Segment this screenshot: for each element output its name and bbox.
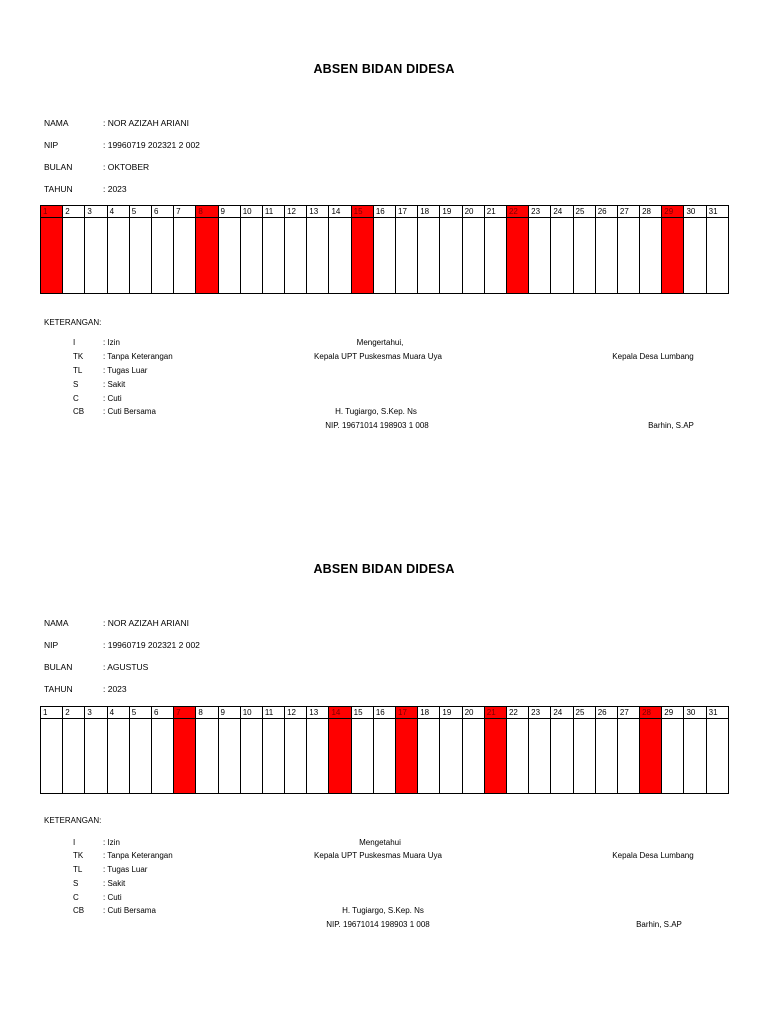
attendance-cell xyxy=(373,218,395,294)
attendance-cell xyxy=(351,218,373,294)
day-number-cell: 31 xyxy=(706,707,728,719)
day-number-cell: 22 xyxy=(506,707,528,719)
info-label-bulan: BULAN xyxy=(44,662,73,672)
day-number-cell: 10 xyxy=(240,206,262,218)
day-number-cell: 7 xyxy=(174,206,196,218)
day-number-cell: 21 xyxy=(484,707,506,719)
attendance-grid xyxy=(40,706,729,794)
attendance-cell xyxy=(329,218,351,294)
day-number-cell: 12 xyxy=(285,707,307,719)
attendance-cell xyxy=(285,218,307,294)
sign-upt-nip: NIP. 19671014 198903 1 008 xyxy=(326,920,430,929)
day-number-cell: 28 xyxy=(640,206,662,218)
attendance-cell xyxy=(440,719,462,794)
legend-desc: : Tanpa Keterangan xyxy=(103,352,173,361)
day-number-cell: 13 xyxy=(307,206,329,218)
day-number-cell: 11 xyxy=(262,206,284,218)
day-number-cell: 7 xyxy=(174,707,196,719)
attendance-cell xyxy=(351,719,373,794)
attendance-cell xyxy=(107,218,129,294)
attendance-cell xyxy=(640,218,662,294)
day-number-cell: 10 xyxy=(240,707,262,719)
sign-kepala-desa: Kepala Desa Lumbang xyxy=(612,352,694,361)
attendance-cell xyxy=(329,719,351,794)
legend-code: TL xyxy=(73,865,83,874)
day-number-cell: 28 xyxy=(640,707,662,719)
day-number-cell: 12 xyxy=(285,206,307,218)
legend-code: C xyxy=(73,394,79,403)
legend-desc: : Tugas Luar xyxy=(103,366,148,375)
day-number-cell: 9 xyxy=(218,707,240,719)
attendance-cell xyxy=(706,719,728,794)
day-number-cell: 17 xyxy=(396,206,418,218)
attendance-cell xyxy=(307,719,329,794)
sign-mengetahui: Mengetahui xyxy=(359,838,401,847)
sign-kepala-upt: Kepala UPT Puskesmas Muara Uya xyxy=(314,352,442,361)
sign-upt-nip: NIP. 19671014 198903 1 008 xyxy=(325,421,429,430)
keterangan-heading: KETERANGAN: xyxy=(44,816,102,825)
sign-kepala-upt: Kepala UPT Puskesmas Muara Uya xyxy=(314,851,442,860)
attendance-cell xyxy=(418,218,440,294)
info-value-tahun: : 2023 xyxy=(103,184,127,194)
info-label-tahun: TAHUN xyxy=(44,184,73,194)
attendance-grid xyxy=(40,205,729,294)
sign-upt-name: H. Tugiargo, S.Kep. Ns xyxy=(335,407,417,416)
attendance-cell xyxy=(462,218,484,294)
day-number-cell: 23 xyxy=(529,206,551,218)
sign-desa-name: Barhin, S.AP xyxy=(636,920,682,929)
legend-desc: : Izin xyxy=(103,338,120,347)
info-label-bulan: BULAN xyxy=(44,162,73,172)
attendance-cell xyxy=(174,719,196,794)
day-number-cell: 30 xyxy=(684,206,706,218)
day-number-cell: 8 xyxy=(196,206,218,218)
attendance-cell xyxy=(218,719,240,794)
day-number-cell: 26 xyxy=(595,707,617,719)
attendance-section-october xyxy=(0,0,768,500)
day-number-cell: 24 xyxy=(551,206,573,218)
day-number-cell: 18 xyxy=(418,707,440,719)
info-value-nip: : 19960719 202321 2 002 xyxy=(103,140,200,150)
legend-desc: : Tanpa Keterangan xyxy=(103,851,173,860)
attendance-cell xyxy=(706,218,728,294)
day-number-cell: 2 xyxy=(63,206,85,218)
info-value-nip: : 19960719 202321 2 002 xyxy=(103,640,200,650)
attendance-cell xyxy=(41,719,63,794)
sign-kepala-desa: Kepala Desa Lumbang xyxy=(612,851,694,860)
day-number-cell: 21 xyxy=(484,206,506,218)
attendance-cell xyxy=(151,719,173,794)
attendance-cell xyxy=(107,719,129,794)
attendance-cell xyxy=(595,719,617,794)
legend-desc: : Cuti xyxy=(103,394,122,403)
legend-desc: : Cuti Bersama xyxy=(103,906,156,915)
day-number-cell: 18 xyxy=(418,206,440,218)
day-number-cell: 25 xyxy=(573,206,595,218)
day-number-cell: 4 xyxy=(107,206,129,218)
sign-desa-name: Barhin, S.AP xyxy=(648,421,694,430)
legend-code: CB xyxy=(73,906,85,915)
attendance-cell xyxy=(617,218,639,294)
attendance-cell xyxy=(662,719,684,794)
day-number-cell: 16 xyxy=(373,206,395,218)
attendance-cell xyxy=(196,218,218,294)
attendance-section-august xyxy=(0,500,768,1000)
attendance-cell xyxy=(240,218,262,294)
info-label-nama: NAMA xyxy=(44,618,69,628)
legend-code: I xyxy=(73,838,76,847)
day-number-cell: 24 xyxy=(551,707,573,719)
keterangan-heading: KETERANGAN: xyxy=(44,318,102,327)
legend-desc: : Sakit xyxy=(103,879,126,888)
day-number-cell: 1 xyxy=(41,707,63,719)
day-number-cell: 11 xyxy=(262,707,284,719)
day-number-cell: 14 xyxy=(329,707,351,719)
attendance-cell xyxy=(129,719,151,794)
legend-code: TK xyxy=(73,352,84,361)
attendance-cell xyxy=(506,719,528,794)
day-number-cell: 5 xyxy=(129,707,151,719)
legend-desc: : Sakit xyxy=(103,380,126,389)
attendance-cell xyxy=(240,719,262,794)
attendance-cell xyxy=(262,719,284,794)
day-number-cell: 22 xyxy=(506,206,528,218)
attendance-cell xyxy=(529,719,551,794)
attendance-cell xyxy=(63,719,85,794)
attendance-cell xyxy=(573,218,595,294)
attendance-cell xyxy=(396,218,418,294)
attendance-cell xyxy=(684,218,706,294)
legend-desc: : Izin xyxy=(103,838,120,847)
day-number-cell: 9 xyxy=(218,206,240,218)
legend-desc: : Cuti Bersama xyxy=(103,407,156,416)
day-number-cell: 8 xyxy=(196,707,218,719)
day-number-cell: 29 xyxy=(662,707,684,719)
day-number-cell: 3 xyxy=(85,707,107,719)
day-number-cell: 25 xyxy=(573,707,595,719)
attendance-cell xyxy=(617,719,639,794)
day-number-cell: 6 xyxy=(151,206,173,218)
page-title: ABSEN BIDAN DIDESA xyxy=(313,562,455,576)
info-value-bulan: : AGUSTUS xyxy=(103,662,149,672)
sign-upt-name: H. Tugiargo, S.Kep. Ns xyxy=(342,906,424,915)
legend-code: I xyxy=(73,338,76,347)
attendance-cell xyxy=(484,218,506,294)
day-number-cell: 2 xyxy=(63,707,85,719)
attendance-cell xyxy=(529,218,551,294)
day-number-cell: 26 xyxy=(595,206,617,218)
sign-mengetahui: Mengertahui, xyxy=(356,338,404,347)
day-number-cell: 14 xyxy=(329,206,351,218)
attendance-cell xyxy=(218,218,240,294)
day-number-cell: 27 xyxy=(617,206,639,218)
day-number-cell: 15 xyxy=(351,707,373,719)
attendance-cell xyxy=(484,719,506,794)
attendance-cell xyxy=(551,218,573,294)
attendance-cell xyxy=(129,218,151,294)
day-number-cell: 30 xyxy=(684,707,706,719)
legend-code: CB xyxy=(73,407,85,416)
day-number-cell: 20 xyxy=(462,206,484,218)
attendance-cell xyxy=(684,719,706,794)
day-number-cell: 29 xyxy=(662,206,684,218)
day-number-cell: 19 xyxy=(440,206,462,218)
info-value-bulan: : OKTOBER xyxy=(103,162,150,172)
info-label-tahun: TAHUN xyxy=(44,684,73,694)
attendance-cell xyxy=(551,719,573,794)
info-value-nama: : NOR AZIZAH ARIANI xyxy=(103,618,189,628)
attendance-cell xyxy=(196,719,218,794)
day-number-cell: 20 xyxy=(462,707,484,719)
info-label-nip: NIP xyxy=(44,640,59,650)
day-number-cell: 17 xyxy=(396,707,418,719)
day-number-cell: 5 xyxy=(129,206,151,218)
day-number-cell: 16 xyxy=(373,707,395,719)
attendance-cell xyxy=(396,719,418,794)
info-value-nama: : NOR AZIZAH ARIANI xyxy=(103,118,189,128)
legend-code: S xyxy=(73,380,79,389)
day-number-cell: 23 xyxy=(529,707,551,719)
day-number-cell: 3 xyxy=(85,206,107,218)
info-value-tahun: : 2023 xyxy=(103,684,127,694)
info-label-nama: NAMA xyxy=(44,118,69,128)
attendance-cell xyxy=(262,218,284,294)
legend-code: TL xyxy=(73,366,83,375)
attendance-cell xyxy=(174,218,196,294)
attendance-cell xyxy=(85,719,107,794)
day-number-cell: 13 xyxy=(307,707,329,719)
attendance-cell xyxy=(41,218,63,294)
legend-code: TK xyxy=(73,851,84,860)
attendance-cell xyxy=(373,719,395,794)
day-number-cell: 4 xyxy=(107,707,129,719)
attendance-cell xyxy=(595,218,617,294)
day-number-cell: 31 xyxy=(706,206,728,218)
info-label-nip: NIP xyxy=(44,140,59,150)
attendance-cell xyxy=(151,218,173,294)
legend-code: S xyxy=(73,879,79,888)
day-number-cell: 15 xyxy=(351,206,373,218)
attendance-cell xyxy=(307,218,329,294)
legend-desc: : Cuti xyxy=(103,893,122,902)
attendance-cell xyxy=(662,218,684,294)
day-number-cell: 1 xyxy=(41,206,63,218)
attendance-cell xyxy=(285,719,307,794)
attendance-cell xyxy=(506,218,528,294)
page-title: ABSEN BIDAN DIDESA xyxy=(313,62,455,76)
attendance-cell xyxy=(462,719,484,794)
attendance-cell xyxy=(85,218,107,294)
attendance-cell xyxy=(640,719,662,794)
attendance-cell xyxy=(418,719,440,794)
attendance-cell xyxy=(573,719,595,794)
day-number-cell: 19 xyxy=(440,707,462,719)
legend-desc: : Tugas Luar xyxy=(103,865,148,874)
attendance-cell xyxy=(440,218,462,294)
day-number-cell: 6 xyxy=(151,707,173,719)
day-number-cell: 27 xyxy=(617,707,639,719)
attendance-cell xyxy=(63,218,85,294)
legend-code: C xyxy=(73,893,79,902)
